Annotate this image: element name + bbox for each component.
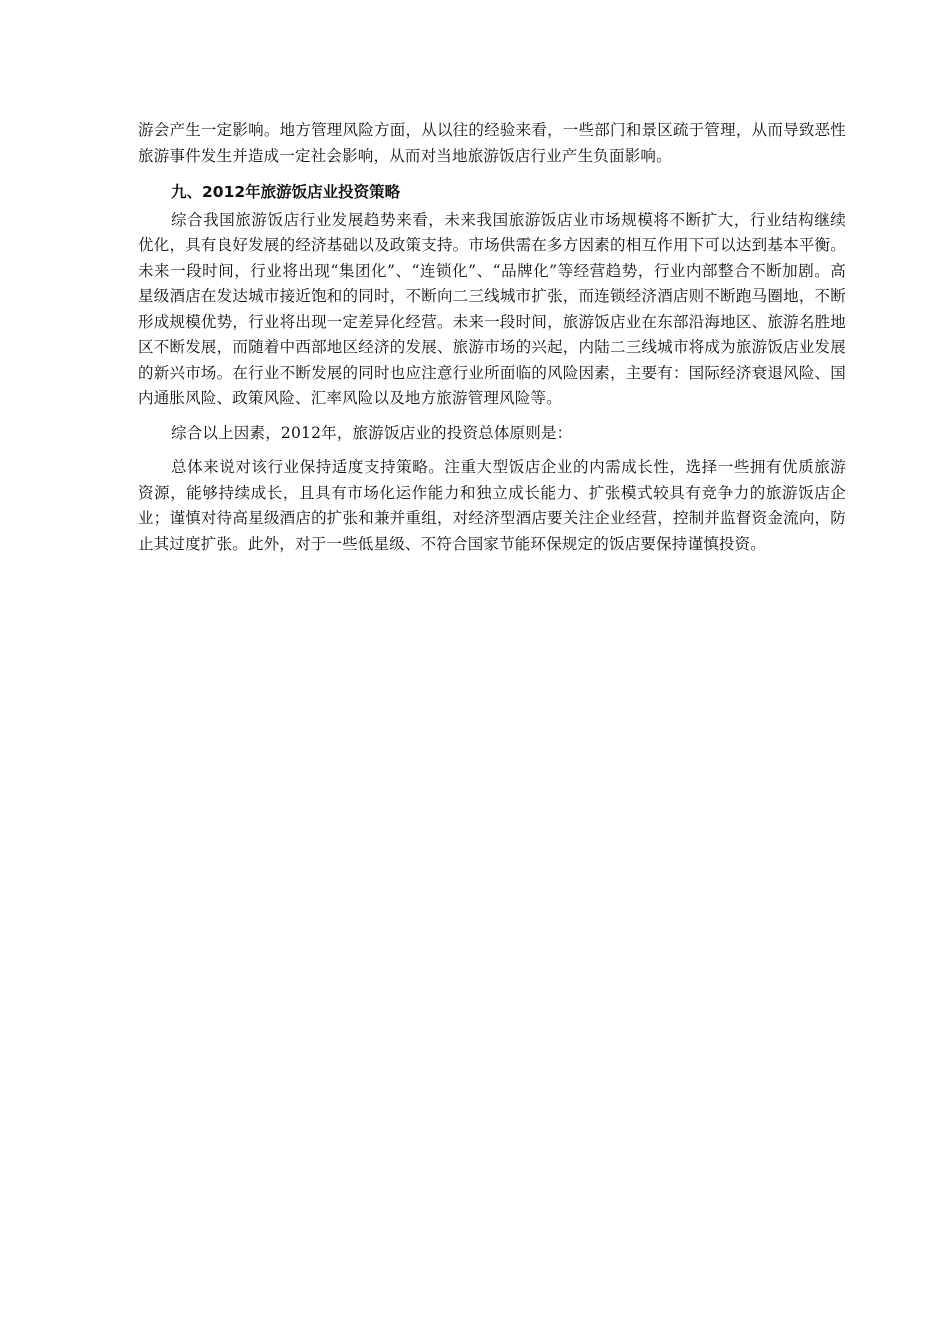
- paragraph-continuation: 游会产生一定影响。地方管理风险方面，从以往的经验来看，一些部门和景区疏于管理，从而导致恶性旅游事件发生并造成一定社会影响，从而对当地旅游饭店行业产生负面影响。: [138, 121, 846, 165]
- paragraph-investment-principle: 综合以上因素，2012年，旅游饭店业的投资总体原则是：: [171, 423, 573, 442]
- paragraph-industry-trend: 综合我国旅游饭店行业发展趋势来看，未来我国旅游饭店业市场规模将不断扩大，行业结构继续优化，具有良好发展的经济基础以及政策支持。市场供需在多方因素的相互作用下可以达到基本平衡。未来一段时间，行业将出现“集团化”、“连锁化”、“品牌化”等经营趋势，行业内部整合不断加剧。高星级酒店在发达城市接近饱和的同时，不断向二三线城市扩张，而连锁经济酒店则不断跑马圈地，不断形成规模优势，行业将出现一定差异化经营。未来一段时间，旅游饭店业在东部沿海地区、旅游名胜地区不断发展，而随着中西部地区经济的发展、旅游市场的兴起，内陆二三线城市将成为旅游饭店业发展的新兴市场。在行业不断发展的同时也应注意行业所面临的风险因素，主要有：国际经济衰退风险、国内通胀风险、政策风险、汇率风险以及地方旅游管理风险等。: [138, 210, 846, 407]
- paragraph-strategy: 总体来说对该行业保持适度支持策略。注重大型饭店企业的内需成长性，选择一些拥有优质旅游资源，能够持续成长，且具有市场化运作能力和独立成长能力、扩张模式较具有竞争力的旅游饭店企业；谨慎对待高星级酒店的扩张和兼并重组，对经济型酒店要关注企业经营，控制并监督资金流向，防止其过度扩张。此外，对于一些低星级、不符合国家节能环保规定的饭店要保持谨慎投资。: [138, 458, 846, 553]
- document-page: [138, 118, 846, 557]
- section-heading: 九、2012年旅游饭店业投资策略: [171, 183, 401, 201]
